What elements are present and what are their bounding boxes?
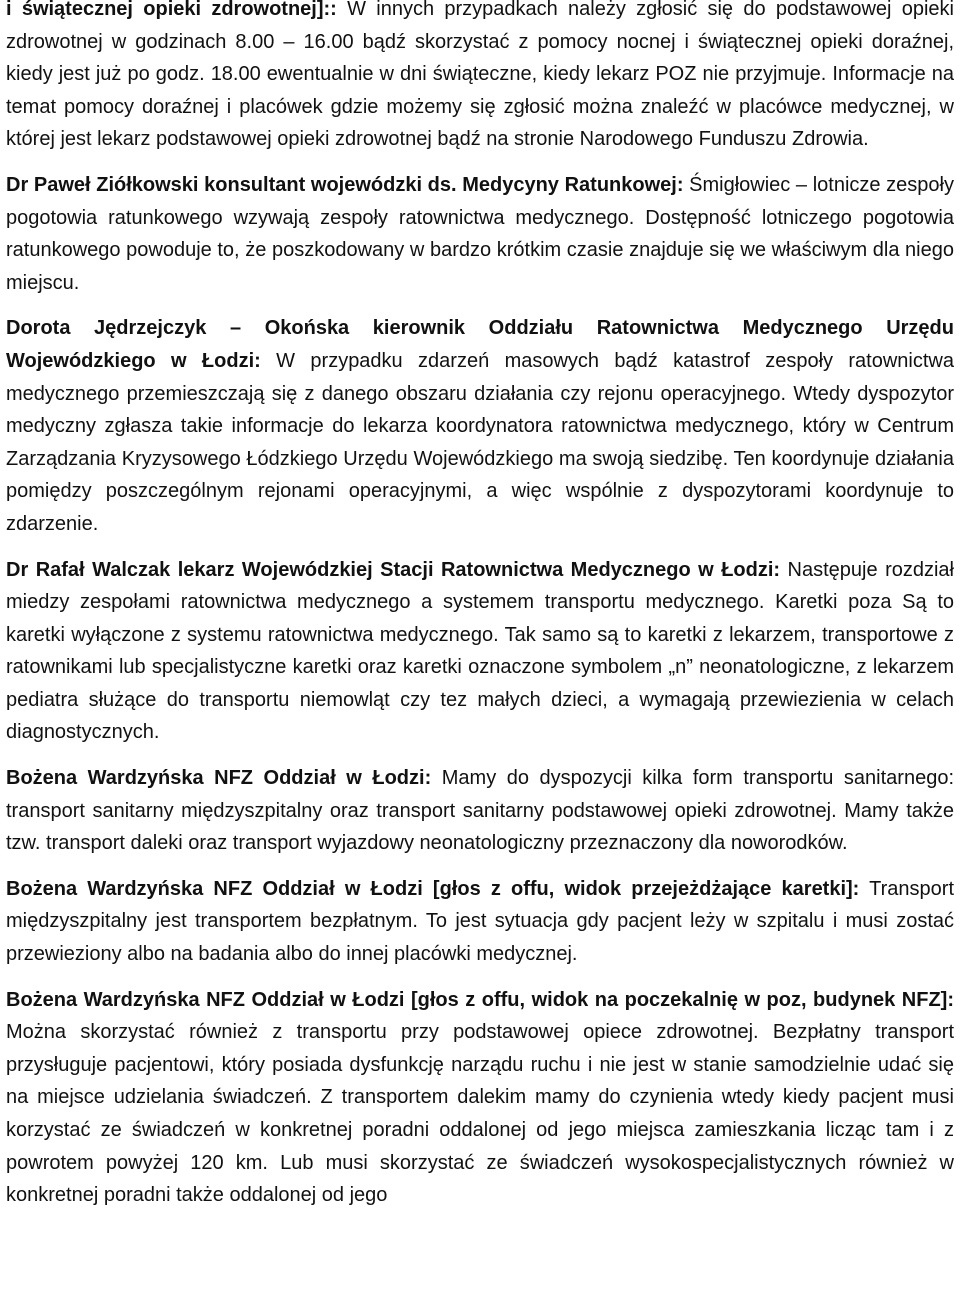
paragraph-wardzynska-1 <box>6 762 954 860</box>
paragraph-text: Mamy do dyspozycji kilka form transportu sanitarnego: transport sanitarny międzyszpitalny oraz transport sanitarny podstawowej opieki zdrowotnej. Mamy także tzw. transport daleki oraz transport wyjazdowy neonatologiczny przeznaczony dla noworodków. <box>6 767 955 855</box>
paragraph-poz-info <box>6 0 954 156</box>
paragraph-text: W przypadku zdarzeń masowych bądź katastrof zespoły ratownictwa medycznego przemieszczają się z danego obszaru działania czy rejonu operacyjnego. Wtedy dyspozytor medyczny zgłasza takie informacje do lekarza koordynatora ratownictwa medycznego, który w Centrum Zarządzania Kryzysowego Łódzkiego Urzędu Wojewódzkiego ma swoją siedzibę. Ten koordynuje działania pomiędzy poszczególnym rejonami operacyjnymi, a więc wspólnie z dyspozytorami koordynuje to zdarzenie. <box>6 349 954 535</box>
paragraph-walczak <box>6 554 954 750</box>
speaker-label: Dr Rafał Walczak lekarz Wojewódzkiej Stacji Ratownictwa Medycznego w Łodzi: <box>6 558 781 581</box>
paragraph-text: W innych przypadkach należy zgłosić się do podstawowej opieki zdrowotnej w godzinach 8.00 – 16.00 bądź skorzystać z pomocy nocnej i świątecznej opieki doraźnej, kiedy jest już po godz. 18.00 ewentualnie w dni świąteczne, kiedy lekarz POZ nie przyjmuje. Informacje na temat pomocy doraźnej i placówek gdzie możemy się zgłosić można znaleźć w placówce medycznej, w której jest lekarz podstawowej opieki zdrowotnej bądź na stronie Narodowego Funduszu Zdrowia. <box>6 0 954 151</box>
paragraph-text: Śmigłowiec – lotnicze zespoły pogotowia ratunkowego wzywają zespoły ratownictwa medycznego. Dostępność lotniczego pogotowia ratunkowego powoduje to, że poszkodowany w bardzo krótkim czasie znajduje się we właściwym dla niego miejscu. <box>6 173 954 294</box>
speaker-label: Bożena Wardzyńska NFZ Oddział w Łodzi [głos z offu, widok przejeżdżające karetki]: <box>6 877 860 900</box>
speaker-label: Bożena Wardzyńska NFZ Oddział w Łodzi: <box>6 767 432 790</box>
paragraph-wardzynska-2 <box>6 873 954 971</box>
speaker-label: Bożena Wardzyńska NFZ Oddział w Łodzi [głos z offu, widok na poczekalnię w poz, budynek NFZ]: <box>6 988 954 1011</box>
document-page <box>6 0 954 1212</box>
paragraph-text: Można skorzystać również z transportu przy podstawowej opiece zdrowotnej. Bezpłatny transport przysługuje pacjentowi, który posiada dysfunkcję narządu ruchu i nie jest w stanie samodzielnie udać się na miejsce udzielania świadczeń. Z transportem dalekim mamy do czynienia wtedy kiedy pacjent musi korzystać ze świadczeń w konkretnej poradni oddalonej od jego miejsca zamieszkania licząc tam i z powrotem powyżej 120 km. Lub musi skorzystać ze świadczeń wysokospecjalistycznych również w konkretnej poradni także oddalonej od jego <box>6 1021 954 1207</box>
speaker-label: i świątecznej opieki zdrowotnej]:: <box>6 0 337 20</box>
paragraph-text: Następuje rozdział miedzy zespołami ratownictwa medycznego a systemem transportu medycznego. Karetki poza Są to karetki wyłączone z systemu ratownictwa medycznego. Tak samo są to karetki z lekarzem, transportowe z ratownikami lub specjalistyczne karetki oraz karetki oznaczone symbolem „n” neonatologiczne, z lekarzem pediatra służące do transportu niemowląt czy tez małych dzieci, a wymagają przewiezienia w celach diagnostycznych. <box>6 558 954 744</box>
speaker-label: Dorota Jędrzejczyk – Okońska kierownik Oddziału Ratownictwa Medycznego Urzędu Wojewódzkiego w Łodzi: <box>6 317 954 372</box>
paragraph-ziolkowski <box>6 169 954 299</box>
paragraph-wardzynska-3 <box>6 984 954 1212</box>
paragraph-jedrzejczyk <box>6 312 954 540</box>
paragraph-text: Transport międzyszpitalny jest transportem bezpłatnym. To jest sytuacja gdy pacjent leży w szpitalu i musi zostać przewieziony albo na badania albo do innej placówki medycznej. <box>6 877 955 966</box>
speaker-label: Dr Paweł Ziółkowski konsultant wojewódzki ds. Medycyny Ratunkowej: <box>6 173 684 196</box>
